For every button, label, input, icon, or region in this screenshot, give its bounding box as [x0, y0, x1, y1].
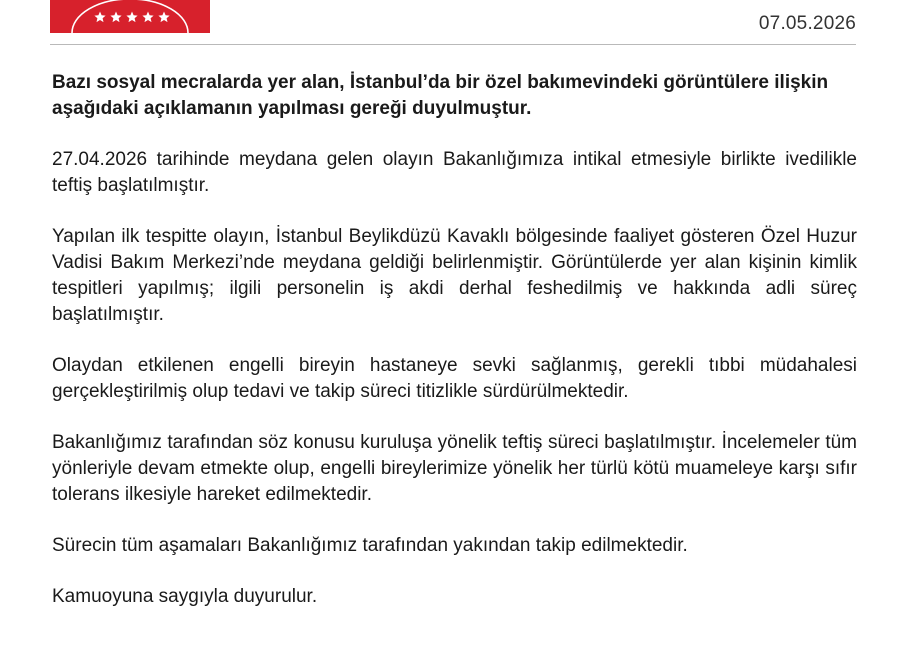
ministry-emblem-icon	[50, 0, 210, 33]
statement-paragraph: Sürecin tüm aşamaları Bakanlığımız tarafından yakından takip edilmektedir.	[52, 535, 688, 556]
statement-closing: Kamuoyuna saygıyla duyurulur.	[52, 586, 318, 607]
statement-paragraph: Bakanlığımız tarafından söz konusu kuruluşa yönelik teftiş süreci başlatılmıştır. İncelemeler tüm yönleriyle devam etmekte olup, engelli bireylerimize yönelik her türlü kötü muameleye karşı sıfır tolerans ilkesiyle hareket edilmektedir.	[52, 432, 857, 505]
statement-body	[52, 70, 857, 610]
statement-paragraph: 27.04.2026 tarihinde meydana gelen olayın Bakanlığımıza intikal etmesiyle birlikte ivedilikle teftiş başlatılmıştır.	[52, 149, 857, 196]
statement-paragraph: Olaydan etkilenen engelli bireyin hastaneye sevki sağlanmış, gerekli tıbbi müdahalesi gerçekleştirilmiş olup tedavi ve takip süreci titizlikle sürdürülmektedir.	[52, 355, 857, 402]
statement-lead: Bazı sosyal mecralarda yer alan, İstanbul’da bir özel bakımevindeki görüntülere ilişkin aşağıdaki açıklamanın yapılması gereği duyulmuştur.	[52, 72, 829, 119]
ministry-logo	[50, 0, 210, 33]
statement-date: 07.05.2026	[758, 13, 856, 34]
header-divider	[50, 44, 856, 45]
statement-paragraph: Yapılan ilk tespitte olayın, İstanbul Beylikdüzü Kavaklı bölgesinde faaliyet gösteren Özel Huzur Vadisi Bakım Merkezi’nde meydana geldiği belirlenmiştir. Görüntülerde yer alan kişinin kimlik tespitleri yapılmış; ilgili personelin iş akdi derhal feshedilmiş ve hakkında adli süreç başlatılmıştır.	[52, 226, 857, 325]
